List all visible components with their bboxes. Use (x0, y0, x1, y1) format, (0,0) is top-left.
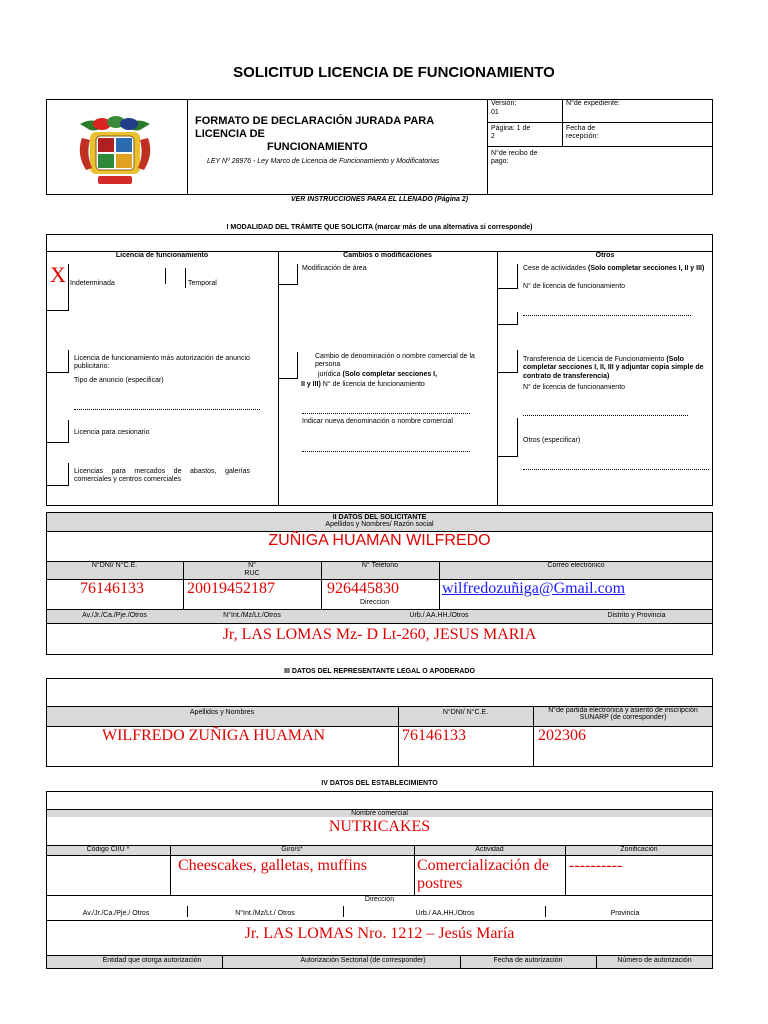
rep-dni-label: N°DNI/ N°C.E. (442, 709, 489, 716)
nint-label: N°Int./Mz/Lt./Otros (223, 612, 281, 619)
nueva-denominacion-label: Indicar nueva denominación o nombre comercial (302, 418, 453, 425)
telefono-label: N° Teléfono (361, 562, 399, 569)
establecimiento-address[interactable]: Jr. LAS LOMAS Nro. 1212 – Jesús María (244, 925, 515, 942)
estab-av-label: Av./Jr./Ca./Pje./ Otros (82, 910, 150, 917)
cambio-nro-licencia-label: N° de licencia de funcionamiento (322, 381, 425, 388)
distrito-label: Distrito y Provincia (607, 612, 666, 619)
transferencia-bold-label: (Solo completar secciones I, II, III y adjuntar copia simple de contrato de transferencia) (523, 356, 704, 380)
transferencia-checkbox[interactable] (497, 350, 518, 373)
tipo-anuncio-label: Tipo de anuncio (especificar) (74, 377, 164, 384)
expediente-label: N°de expediente: (566, 100, 620, 107)
fecha-autorizacion-label: Fecha de autorización (493, 957, 563, 964)
cese-line (523, 265, 704, 273)
rep-apellidos-label: Apellidos y Nombres (189, 709, 255, 716)
ruc-label: RUC (244, 570, 260, 577)
nombre-comercial-label: Nombre comercial (351, 810, 408, 817)
mod-area-label: Modificación de área (302, 265, 367, 272)
direccion-estab-label: Dirección (364, 896, 395, 903)
cese-label: Cese de actividades (523, 265, 587, 272)
cambio-denominacion-label: Cambio de denominación o nombre comercial de la persona (315, 353, 475, 369)
transferencia-nro-licencia-label: N° de licencia de funcionamiento (523, 384, 626, 391)
fecha-recepcion-label: Fecha de recepción: (566, 125, 599, 141)
page-title: SOLICITUD LICENCIA DE FUNCIONAMIENTO (233, 64, 555, 81)
rep-name[interactable]: WILFREDO ZUÑIGA HUAMAN (102, 727, 326, 744)
telefono-value[interactable]: 926445830 (327, 580, 399, 597)
cambio-denominacion-checkbox[interactable] (278, 352, 298, 379)
cese-bold-label: (Solo completar secciones I, II y III) (588, 265, 705, 272)
email-value[interactable]: wilfredozuñiga@Gmail.com (442, 580, 626, 597)
rep-partida-label: N°de partida electrónica y asiento de inscripción SUNARP (de corresponder) (548, 707, 698, 721)
version-value: 01 (491, 109, 499, 116)
law-reference: LEY Nº 28976 - Ley Marco de Licencia de Funcionamiento y Modificatorias (207, 158, 440, 165)
pagina-label: Página: 1 de (491, 125, 531, 132)
cese-checkbox[interactable] (497, 264, 518, 289)
giro-label: Giro/s* (281, 846, 303, 853)
solo-completar-label: (Solo completar secciones I, (342, 371, 438, 378)
mercados-label: Licencias para mercados de abastos, galerías comerciales y centros comerciales (74, 468, 250, 484)
solicitante-name[interactable]: ZUÑIGA HUAMAN WILFREDO (268, 532, 491, 549)
section3-title: III DATOS DEL REPRESENTANTE LEGAL O APODERADO (284, 668, 475, 675)
zonificacion-label: Zonificación (620, 846, 658, 853)
selected-mark: X (50, 262, 66, 287)
mercados-checkbox[interactable] (46, 463, 69, 486)
urb-label: Urb./ AA.HH./Otros (409, 612, 469, 619)
col-otros-header: Otros (595, 252, 615, 259)
dni-value[interactable]: 76146133 (80, 580, 144, 597)
transferencia-label: Transferencia de Licencia de Funcionamiento (523, 356, 665, 363)
recibo-label: N°de recibo de pago: (491, 150, 538, 166)
section1-title: I MODALIDAD DEL TRÁMITE QUE SOLICITA (marcar más de una alternativa si corresponde) (226, 224, 533, 231)
giro-value[interactable]: Cheescakes, galletas, muffins (178, 857, 367, 874)
dni-label: N°DNI/ N°C.E. (91, 562, 138, 569)
mod-area-checkbox[interactable] (278, 264, 298, 285)
indeterminada-label: Indeterminada (70, 280, 115, 287)
cesionario-label: Licencia para cesionario (74, 429, 150, 436)
solicitante-address[interactable]: Jr, LAS LOMAS Mz- D Lt-260, JESUS MARIA (222, 626, 537, 643)
juridica-label: jurídica (318, 371, 341, 378)
ciiu-label: Código CIIU * (86, 846, 130, 853)
ii-iii-label: II y III) (301, 381, 321, 388)
version-label: Versión: (491, 100, 517, 107)
indeterminada-checkbox[interactable] (68, 264, 69, 311)
estab-provincia-label: Provincia (610, 910, 640, 917)
actividad-label: Actividad (475, 846, 504, 853)
section2-subtitle: Apellidos y Nombres/ Razón social (325, 521, 434, 528)
rep-partida[interactable]: 202306 (538, 727, 586, 744)
municipal-crest-logo (76, 114, 154, 190)
cese-lower-checkbox[interactable] (497, 312, 518, 325)
autorizacion-sectorial-label: Autorización Sectorial (de corresponder) (300, 957, 426, 964)
temporal-label: Temporal (188, 280, 217, 287)
email-label: Correo electrónico (547, 562, 605, 569)
otros-checkbox[interactable] (497, 418, 518, 457)
estab-urb-label: Urb./ AA.HH./Otros (415, 910, 475, 917)
numero-autorizacion-label: Número de autorización (617, 957, 692, 964)
otros-especificar-label: Otros (especificar) (523, 437, 581, 444)
ii-iii-line (301, 381, 425, 389)
section4-title: IV DATOS DEL ESTABLECIMIENTO (321, 780, 438, 787)
section2-title: II DATOS DEL SOLICITANTE (332, 514, 427, 521)
col-licencia-header: Licencia de funcionamiento (115, 252, 209, 259)
cesionario-checkbox[interactable] (46, 420, 69, 443)
anuncio-label: Licencia de funcionamiento más autorización de anuncio publicitario: (74, 355, 250, 371)
zonificacion-value[interactable]: ---------- (569, 857, 623, 874)
transferencia-line (523, 356, 713, 381)
pagina-value: 2 (491, 133, 495, 140)
rep-dni[interactable]: 76146133 (402, 727, 466, 744)
estab-nint-label: N°Int./Mz/Lt./ Otros (235, 910, 295, 917)
col-cambios-header: Cambios o modificaciones (343, 252, 432, 259)
av-label: Av./Jr./Ca./Pje./Otros (82, 612, 147, 619)
direccion-label: Direccion (360, 599, 390, 606)
nombre-comercial[interactable]: NUTRICAKES (328, 818, 431, 835)
ruc-label-n: N° (248, 562, 256, 569)
entidad-label: Entidad que otorga autorización (102, 957, 202, 964)
format-title: FORMATO DE DECLARACIÓN JURADA PARA LICENCIA DE (195, 115, 434, 140)
ruc-value[interactable]: 20019452187 (187, 580, 275, 597)
actividad-value[interactable]: Comercialización de postres (417, 857, 549, 892)
juridica-line (318, 371, 437, 379)
cese-nro-licencia-label: N° de licencia de funcionamiento (523, 283, 626, 290)
instructions-note: VER INSTRUCCIONES PARA EL LLENADO (Página 2) (290, 196, 469, 203)
format-title-2: FUNCIONAMIENTO (267, 141, 368, 153)
anuncio-checkbox[interactable] (46, 350, 69, 373)
